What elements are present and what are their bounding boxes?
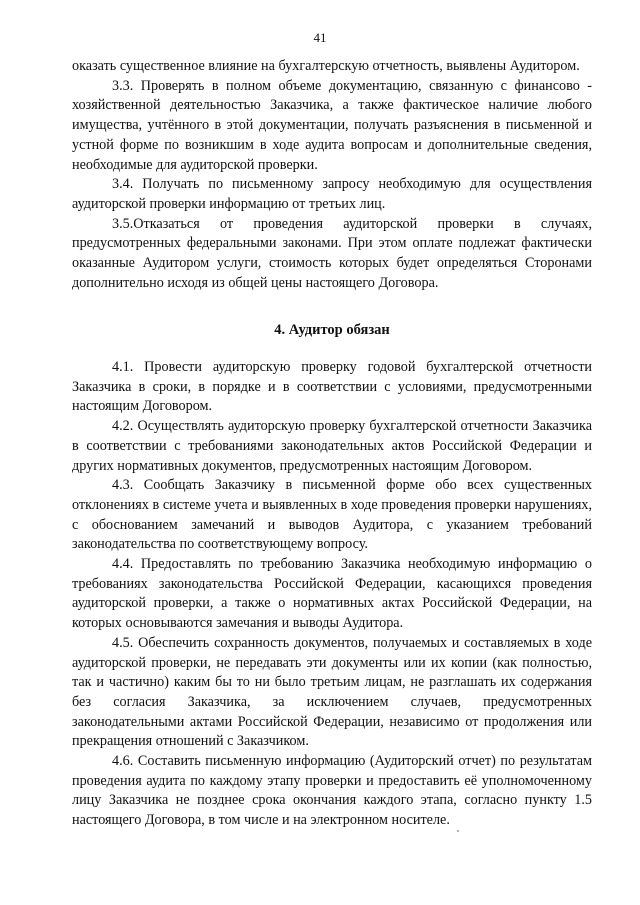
- paragraph-4-1: 4.1. Провести аудиторскую проверку годовой бухгалтерской отчетности Заказчика в сроки, в порядке и в соответствии с условиями, предусмотренными настоящим Договором.: [72, 359, 592, 415]
- paragraph-3-4: 3.4. Получать по письменному запросу необходимую для осуществления аудиторской проверки информацию от третьих лиц.: [72, 176, 592, 212]
- paragraph-4-4: 4.4. Предоставлять по требованию Заказчика необходимую информацию о требованиях законодательства Российской Федерации, касающихся проведения аудиторской проверки, а также о нормативных актах Российской Федерации, на которых основываются замечания и выводы Аудитора.: [72, 556, 592, 632]
- paragraph-4-6: 4.6. Составить письменную информацию (Аудиторский отчет) по результатам проведения аудита по каждому этапу проверки и предоставить её уполномоченному лицу Заказчика не позднее срока окончания каждого этапа, согласно пункту 1.5 настоящего Договора, в том числе и на электронном носителе.: [72, 753, 592, 829]
- paragraph-3-5: 3.5.Отказаться от проведения аудиторской проверки в случаях, предусмотренных федеральными законами. При этом оплате подлежат фактически оказанные Аудитором услуги, стоимость которых будет определяться Сторонами дополнительно исходя из общей цены настоящего Договора.: [72, 215, 592, 291]
- paragraph-4-3: 4.3. Сообщать Заказчику в письменной форме обо всех существенных отклонениях в системе учета и выявленных в ходе проведения проверки нарушениях, с обоснованием замечаний и выводов Аудитора, с указанием требований законодательства по соответствующему вопросу.: [72, 477, 592, 553]
- top-text-block: [72, 57, 592, 293]
- scan-speck: [457, 830, 459, 832]
- paragraph-continuation: оказать существенное влияние на бухгалтерскую отчетность, выявлены Аудитором.: [72, 58, 580, 74]
- paragraph-3-3: 3.3. Проверять в полном объеме документацию, связанную с финансово - хозяйственной деятельностью Заказчика, а также фактическое наличие любого имущества, учтённого в этой документации, получать разъяснения в письменной и устной форме по возникшим в ходе аудита вопросам и дополнительные сведения, необходимые для аудиторской проверки.: [72, 77, 592, 173]
- paragraph-4-2: 4.2. Осуществлять аудиторскую проверку бухгалтерской отчетности Заказчика в соответствии с требованиями законодательных актов Российской Федерации и других нормативных документов, предусмотренных настоящим Договором.: [72, 418, 592, 474]
- section-heading: 4. Аудитор обязан: [274, 322, 390, 338]
- paragraph-4-5: 4.5. Обеспечить сохранность документов, получаемых и составляемых в ходе аудиторской проверки, не передавать эти документы или их копии (как полностью, так и частично) каким бы то ни было третьим лицам, не разглашать их содержания без согласия Заказчика, за исключением случаев, предусмотренных законодательными актами Российской Федерации, независимо от продолжения или прекращения отношений с Заказчиком.: [72, 634, 592, 750]
- section-text-block: [72, 358, 592, 831]
- page-number: 41: [313, 30, 327, 45]
